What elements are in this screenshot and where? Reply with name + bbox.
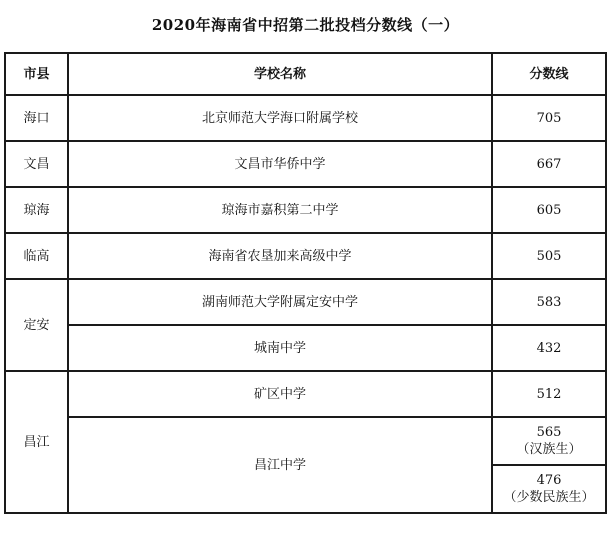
header-city: 市县 (5, 53, 68, 95)
header-score: 分数线 (492, 53, 606, 95)
score-cell: 432 (492, 325, 606, 371)
score-cell (492, 417, 606, 465)
school-cell: 矿区中学 (68, 371, 492, 417)
city-cell: 琼海 (5, 187, 68, 233)
city-cell: 临高 (5, 233, 68, 279)
table-row (5, 417, 606, 465)
school-cell: 昌江中学 (68, 417, 492, 513)
table-row (5, 371, 606, 417)
score-cell: 505 (492, 233, 606, 279)
header-school: 学校名称 (68, 53, 492, 95)
score-cell: 512 (492, 371, 606, 417)
school-cell: 海南省农垦加来高级中学 (68, 233, 492, 279)
school-cell: 文昌市华侨中学 (68, 141, 492, 187)
school-cell: 琼海市嘉积第二中学 (68, 187, 492, 233)
score-value: 565 (536, 425, 562, 440)
score-cell (492, 465, 606, 513)
city-cell: 文昌 (5, 141, 68, 187)
score-cell: 705 (492, 95, 606, 141)
score-cell: 583 (492, 279, 606, 325)
score-value: 476 (536, 473, 562, 488)
score-note: （少数民族生） (503, 490, 595, 505)
table-row (5, 325, 606, 371)
table-row (5, 187, 606, 233)
score-cell: 605 (492, 187, 606, 233)
table-header-row (5, 53, 606, 95)
score-cell: 667 (492, 141, 606, 187)
school-cell: 城南中学 (68, 325, 492, 371)
score-table (4, 52, 607, 514)
city-cell: 定安 (5, 279, 68, 371)
table-row (5, 279, 606, 325)
table-row (5, 233, 606, 279)
school-cell: 北京师范大学海口附属学校 (68, 95, 492, 141)
city-cell: 昌江 (5, 371, 68, 513)
score-note: （汉族生） (516, 442, 582, 457)
city-cell: 海口 (5, 95, 68, 141)
school-cell: 湖南师范大学附属定安中学 (68, 279, 492, 325)
table-row (5, 95, 606, 141)
table-row (5, 141, 606, 187)
document-title: 2020年海南省中招第二批投档分数线（一） (151, 16, 460, 34)
